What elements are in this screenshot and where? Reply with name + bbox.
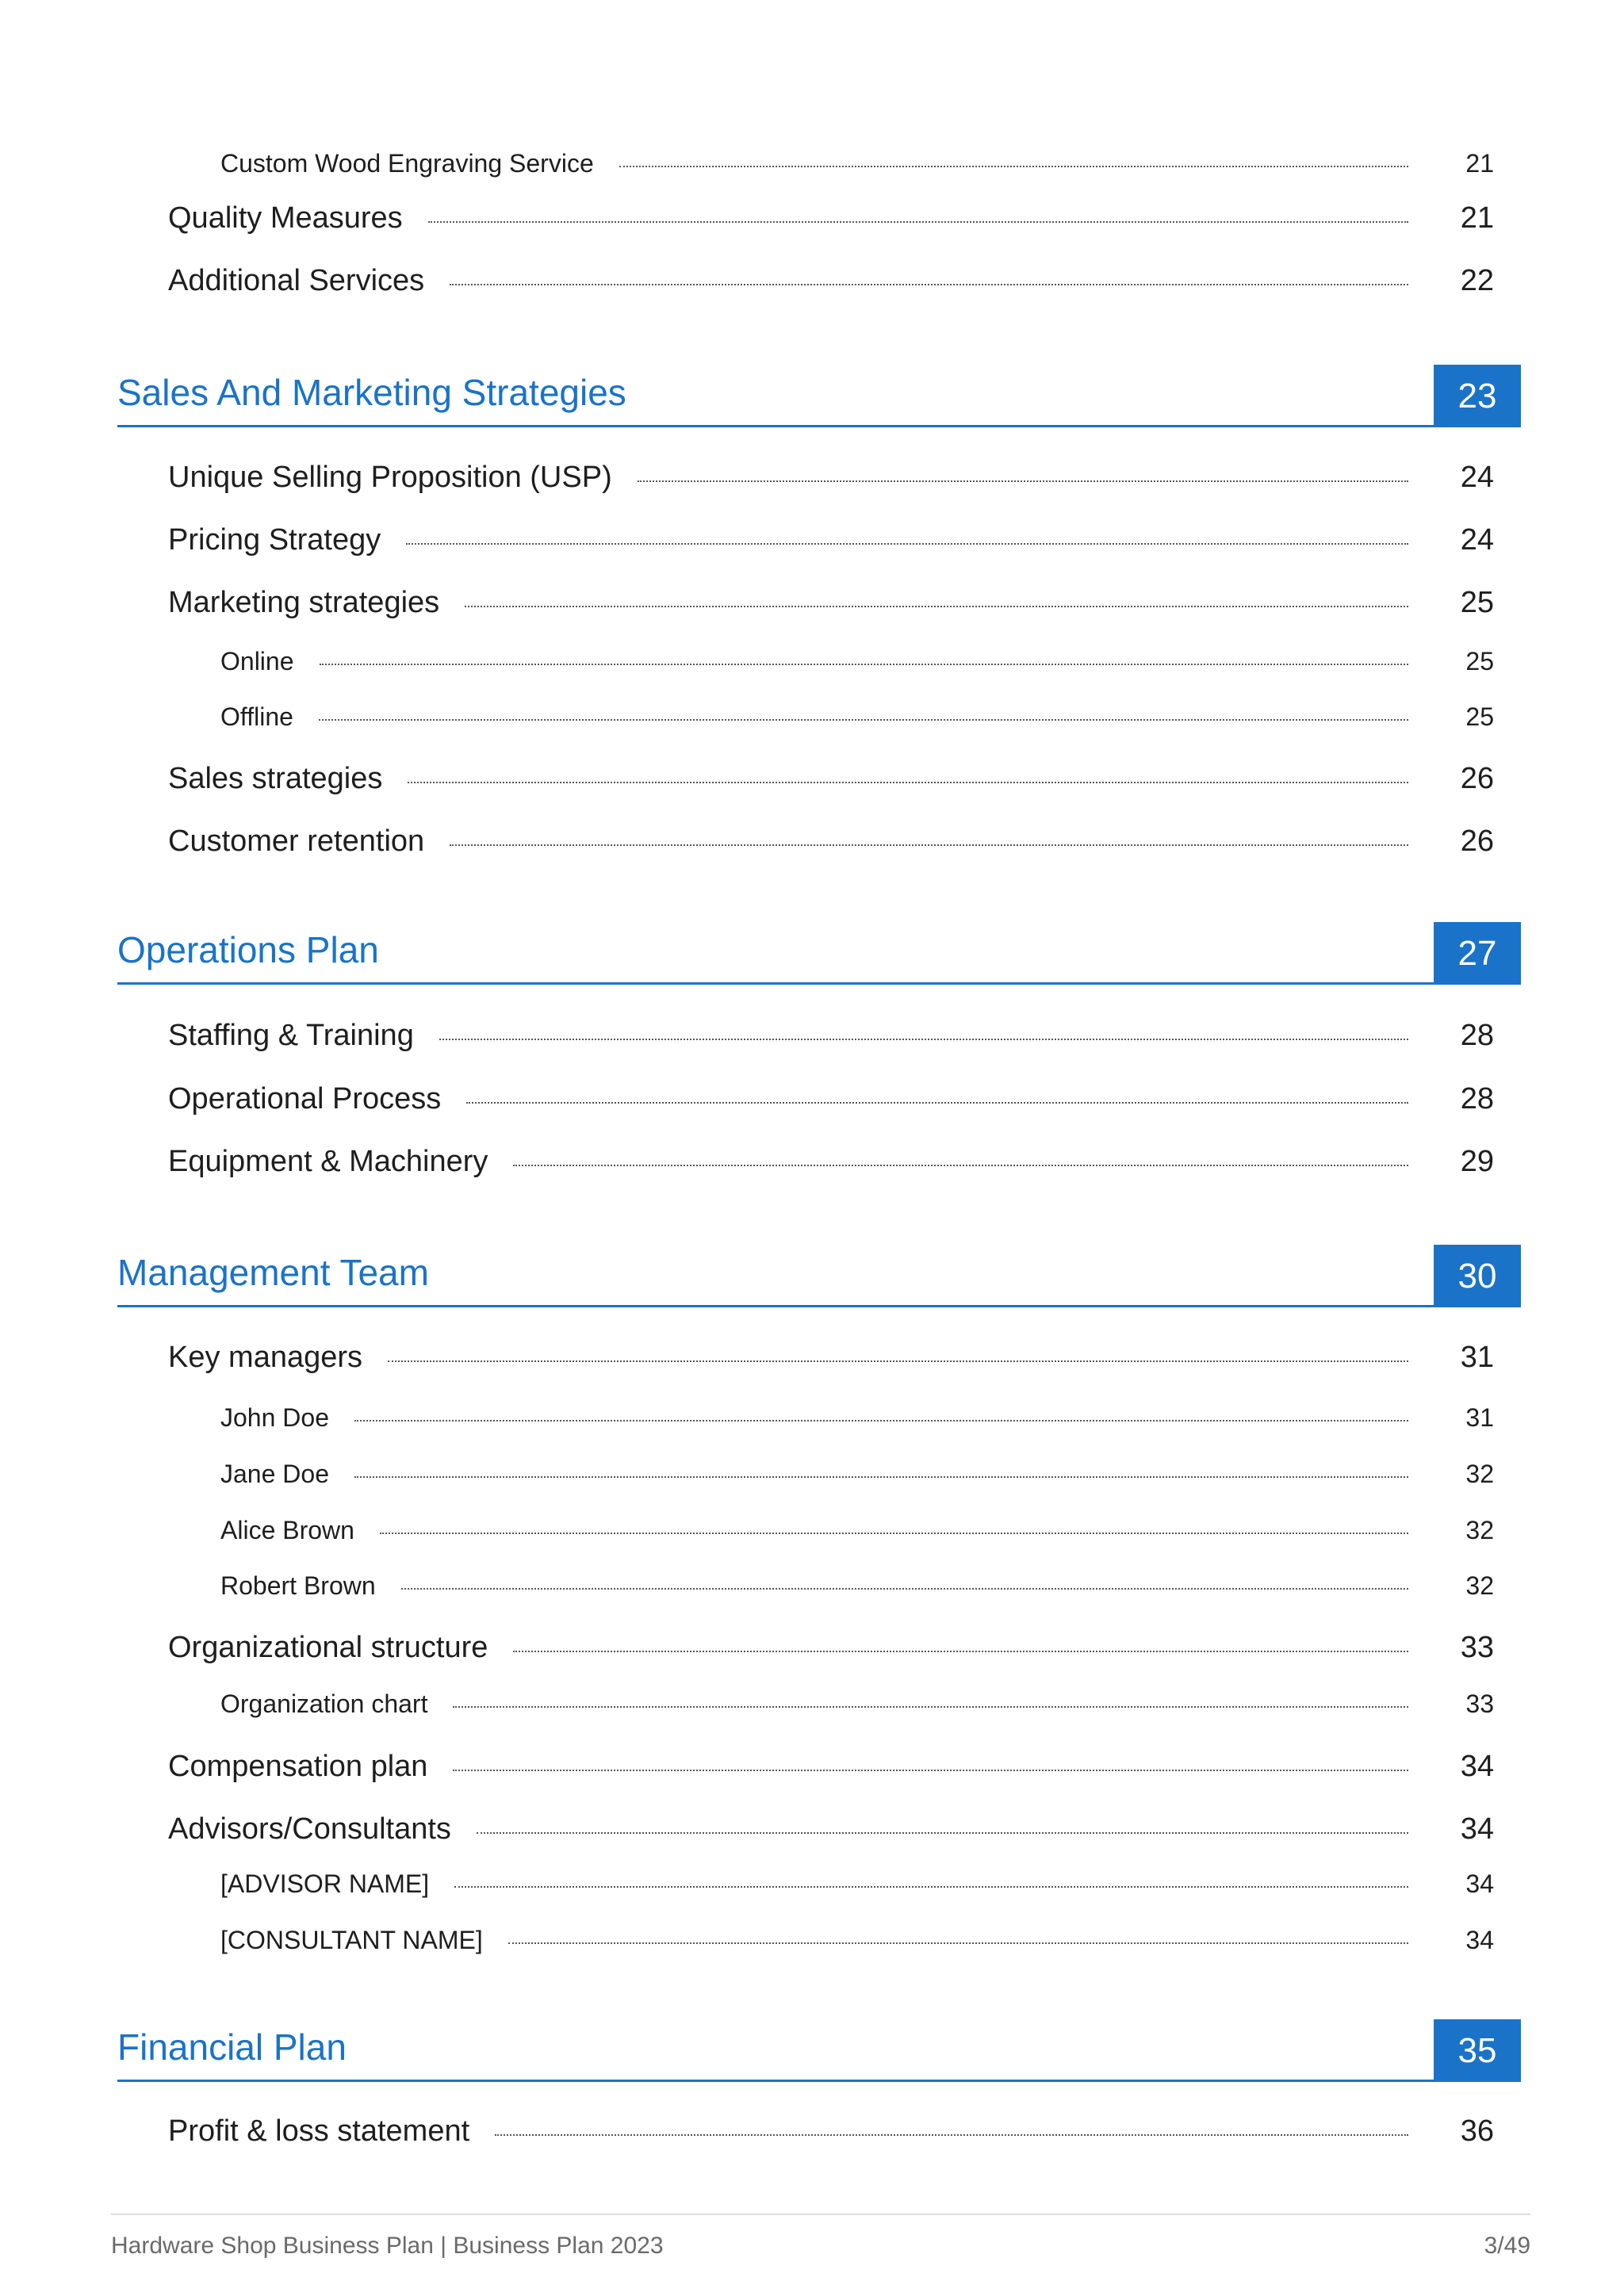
toc-entry-page-number: 33 (1460, 1631, 1494, 1664)
toc-entry-page-number: 25 (1465, 647, 1494, 675)
toc-entry-label: Equipment & Machinery (168, 1145, 488, 1178)
toc-entry-label: Offline (220, 702, 293, 731)
toc-dot-leader (453, 1770, 1408, 1771)
toc-entry-label: Sales strategies (168, 762, 383, 795)
toc-entry-profit-loss-statement[interactable] (168, 2114, 1494, 2149)
toc-subentry-jane-doe[interactable] (220, 1460, 1494, 1489)
toc-entry-page-number: 24 (1460, 523, 1494, 557)
toc-section-title: Operations Plan (117, 929, 379, 970)
toc-entry-page-number: 32 (1465, 1460, 1494, 1488)
toc-entry-page-number: 34 (1465, 1926, 1494, 1954)
toc-entry-label: Custom Wood Engraving Service (220, 149, 594, 178)
toc-entry-page-number: 36 (1460, 2114, 1494, 2148)
toc-entry-pricing-strategy[interactable] (168, 523, 1494, 557)
toc-section-page-badge: 35 (1434, 2019, 1521, 2082)
toc-entry-page-number: 31 (1460, 1341, 1494, 1374)
footer-divider (111, 2214, 1530, 2215)
toc-dot-leader (513, 1165, 1408, 1166)
toc-entry-label: [CONSULTANT NAME] (220, 1926, 483, 1954)
toc-entry-label: John Doe (220, 1403, 329, 1432)
toc-dot-leader (380, 1533, 1408, 1534)
toc-entry-label: Operational Process (168, 1082, 442, 1115)
toc-entry-label: Unique Selling Proposition (USP) (168, 461, 612, 494)
toc-entry-key-managers[interactable] (168, 1341, 1494, 1375)
toc-section-page-badge: 30 (1434, 1245, 1521, 1307)
toc-dot-leader (319, 719, 1408, 721)
toc-entry-page-number: 21 (1465, 149, 1494, 178)
toc-subentry-consultant-name[interactable] (220, 1926, 1494, 1955)
toc-dot-leader (408, 782, 1408, 783)
toc-entry-page-number: 33 (1465, 1689, 1494, 1718)
toc-dot-leader (450, 844, 1408, 846)
toc-entry-label: Robert Brown (220, 1571, 376, 1600)
toc-dot-leader (508, 1942, 1408, 1944)
toc-dot-leader (477, 1832, 1408, 1834)
toc-subentry-offline[interactable] (220, 702, 1494, 732)
toc-dot-leader (466, 1102, 1408, 1104)
toc-entry-page-number: 31 (1465, 1403, 1494, 1432)
toc-dot-leader (428, 221, 1408, 223)
toc-section-page-badge: 23 (1434, 365, 1521, 427)
toc-entry-label: Organizational structure (168, 1631, 488, 1664)
toc-entry-marketing-strategies[interactable] (168, 586, 1494, 620)
toc-section-title: Sales And Marketing Strategies (117, 372, 626, 413)
toc-entry-sales-strategies[interactable] (168, 762, 1494, 796)
toc-dot-leader (453, 1706, 1408, 1708)
toc-entry-label: Compensation plan (168, 1750, 428, 1783)
toc-subentry-organization-chart[interactable] (220, 1689, 1494, 1719)
toc-entry-page-number: 28 (1460, 1082, 1494, 1115)
toc-entry-page-number: 32 (1465, 1571, 1494, 1600)
toc-entry-label: Key managers (168, 1341, 363, 1374)
toc-entry-label: Online (220, 647, 294, 675)
footer-document-title: Hardware Shop Business Plan | Business Plan 2023 (111, 2233, 664, 2259)
toc-subentry-john-doe[interactable] (220, 1403, 1494, 1433)
toc-dot-leader (406, 543, 1408, 545)
toc-entry-page-number: 29 (1460, 1145, 1494, 1178)
toc-subentry-robert-brown[interactable] (220, 1571, 1494, 1601)
toc-entry-operational-process[interactable] (168, 1082, 1494, 1116)
toc-dot-leader (439, 1039, 1408, 1040)
toc-dot-leader (513, 1651, 1408, 1652)
toc-section-management-team[interactable] (117, 1245, 1521, 1307)
toc-entry-staffing-training[interactable] (168, 1019, 1494, 1053)
toc-entry-advisors-consultants[interactable] (168, 1812, 1494, 1846)
toc-entry-page-number: 22 (1460, 264, 1494, 297)
toc-dot-leader (454, 1886, 1408, 1888)
toc-subentry-online[interactable] (220, 647, 1494, 676)
toc-subentry-advisor-name[interactable] (220, 1869, 1494, 1899)
toc-dot-leader (354, 1420, 1408, 1422)
toc-entry-label: [ADVISOR NAME] (220, 1869, 430, 1898)
toc-entry-label: Marketing strategies (168, 586, 440, 619)
toc-entry-label: Customer retention (168, 825, 425, 858)
toc-entry-unique-selling-proposition-usp[interactable] (168, 461, 1494, 495)
toc-entry-label: Jane Doe (220, 1460, 329, 1488)
toc-dot-leader (638, 480, 1408, 482)
toc-entry-organizational-structure[interactable] (168, 1631, 1494, 1665)
toc-entry-label: Alice Brown (220, 1516, 354, 1544)
toc-section-title: Financial Plan (117, 2026, 347, 2068)
toc-entry-page-number: 32 (1465, 1516, 1494, 1544)
toc-dot-leader (450, 284, 1408, 285)
toc-section-page-badge: 27 (1434, 922, 1521, 985)
toc-dot-leader (354, 1476, 1408, 1478)
toc-entry-page-number: 26 (1460, 762, 1494, 795)
toc-entry-page-number: 25 (1460, 586, 1494, 619)
toc-entry-page-number: 21 (1460, 201, 1494, 235)
toc-dot-leader (388, 1360, 1408, 1362)
toc-entry-label: Quality Measures (168, 201, 403, 235)
toc-entry-label: Pricing Strategy (168, 523, 381, 557)
toc-entry-label: Staffing & Training (168, 1019, 414, 1052)
toc-section-operations-plan[interactable] (117, 922, 1521, 985)
toc-entry-label: Organization chart (220, 1689, 428, 1718)
toc-entry-page-number: 34 (1460, 1812, 1494, 1846)
toc-entry-page-number: 34 (1460, 1750, 1494, 1783)
toc-entry-label: Advisors/Consultants (168, 1812, 451, 1846)
toc-section-financial-plan[interactable] (117, 2019, 1521, 2082)
toc-entry-label: Additional Services (168, 264, 425, 297)
toc-entry-page-number: 25 (1465, 702, 1494, 731)
toc-entry-additional-services[interactable] (168, 264, 1494, 298)
toc-entry-label: Profit & loss statement (168, 2114, 470, 2148)
footer-page-indicator: 3/49 (1484, 2233, 1530, 2259)
toc-dot-leader (495, 2134, 1408, 2136)
toc-entry-quality-measures[interactable] (168, 201, 1494, 235)
toc-dot-leader (465, 606, 1408, 607)
toc-entry-page-number: 26 (1460, 825, 1494, 858)
toc-subentry-custom-wood-engraving-service[interactable] (220, 149, 1494, 178)
toc-entry-page-number: 24 (1460, 461, 1494, 494)
toc-subentry-alice-brown[interactable] (220, 1516, 1494, 1545)
toc-dot-leader (401, 1588, 1408, 1590)
toc-entry-compensation-plan[interactable] (168, 1750, 1494, 1784)
toc-dot-leader (320, 664, 1409, 665)
toc-entry-page-number: 28 (1460, 1019, 1494, 1052)
toc-section-title: Management Team (117, 1252, 429, 1293)
toc-dot-leader (619, 166, 1408, 167)
toc-section-sales-and-marketing-strategies[interactable] (117, 365, 1521, 427)
toc-entry-equipment-machinery[interactable] (168, 1145, 1494, 1179)
toc-entry-page-number: 34 (1465, 1869, 1494, 1898)
toc-entry-customer-retention[interactable] (168, 825, 1494, 859)
